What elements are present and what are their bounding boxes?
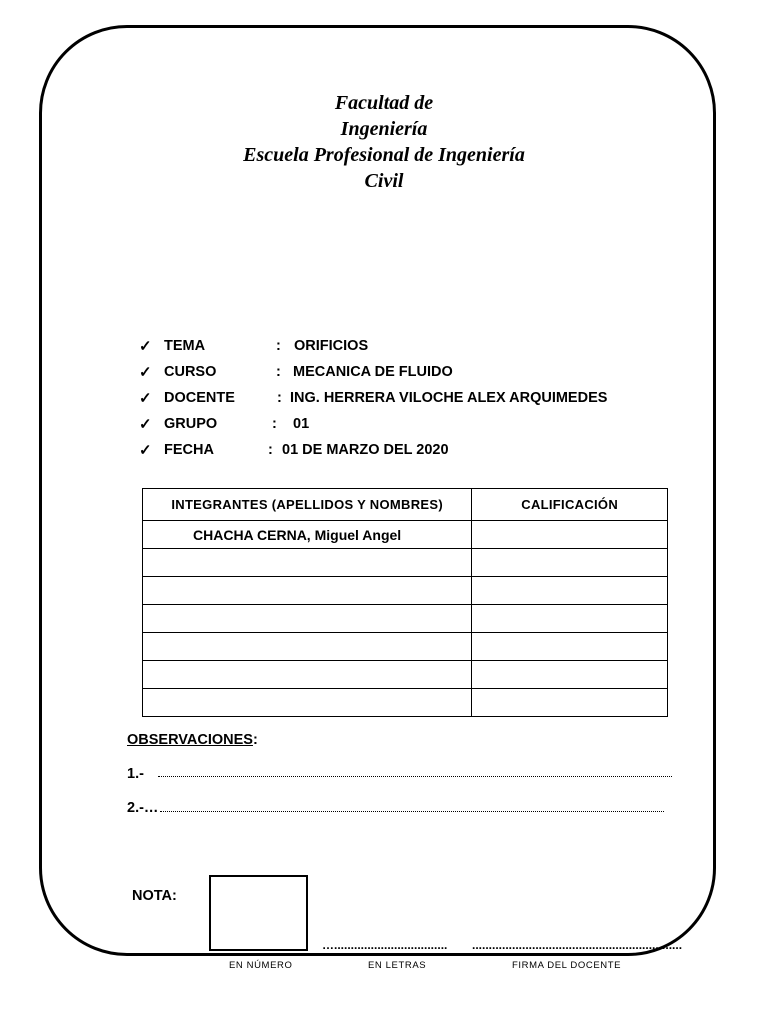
document-header <box>0 90 768 194</box>
info-label-grupo: GRUPO <box>164 416 218 432</box>
table-row <box>143 689 668 717</box>
info-value-curso: MECANICA DE FLUIDO <box>293 364 453 380</box>
observation-item-2-line <box>160 811 664 812</box>
table-cell-member <box>143 605 472 633</box>
table-cell-member <box>143 661 472 689</box>
nota-label: NOTA: <box>132 888 177 904</box>
table-cell-grade <box>472 605 668 633</box>
table-cell-grade <box>472 577 668 605</box>
table-cell-member <box>143 633 472 661</box>
info-separator: : <box>276 338 281 354</box>
table-header-members: INTEGRANTES (APELLIDOS Y NOMBRES) <box>143 489 472 521</box>
label-en-numero: EN NÚMERO <box>229 960 293 971</box>
signature-line-teacher: ............................................................... <box>472 938 683 952</box>
table-row <box>143 549 668 577</box>
info-label-tema: TEMA <box>164 338 206 354</box>
table-row <box>143 633 668 661</box>
check-icon: ✓ <box>139 338 152 355</box>
info-value-grupo: 01 <box>293 416 310 432</box>
check-icon: ✓ <box>139 390 152 407</box>
info-label-curso: CURSO <box>164 364 217 380</box>
info-separator: : <box>272 416 277 432</box>
info-separator: : <box>268 442 273 458</box>
info-separator: : <box>276 364 281 380</box>
observation-item-1-label: 1.- <box>127 766 144 782</box>
table-cell-grade <box>472 549 668 577</box>
members-table <box>142 488 668 717</box>
check-icon: ✓ <box>139 442 152 459</box>
label-en-letras: EN LETRAS <box>368 960 427 971</box>
table-row <box>143 605 668 633</box>
observations-title-colon: : <box>252 732 258 748</box>
info-separator: : <box>277 390 282 406</box>
info-label-docente: DOCENTE <box>164 390 235 406</box>
header-line-faculty: Facultad de <box>334 92 434 114</box>
table-cell-grade <box>472 689 668 717</box>
table-header-grade: CALIFICACIÓN <box>472 489 668 521</box>
nota-grade-box <box>209 875 308 951</box>
table-row <box>143 661 668 689</box>
table-row <box>143 577 668 605</box>
observations-title <box>127 732 258 748</box>
info-value-fecha: 01 DE MARZO DEL 2020 <box>282 442 449 458</box>
observations-title-text: OBSERVACIONES <box>127 732 253 748</box>
header-line-school: Escuela Profesional de Ingeniería <box>243 144 525 166</box>
check-icon: ✓ <box>139 364 152 381</box>
observation-item-2-label: 2.-… <box>127 800 159 816</box>
table-header-row <box>143 489 668 521</box>
info-value-docente: ING. HERRERA VILOCHE ALEX ARQUIMEDES <box>290 390 608 406</box>
table-cell-member: CHACHA CERNA, Miguel Angel <box>143 521 472 549</box>
table-cell-member <box>143 577 472 605</box>
table-row <box>143 521 668 549</box>
check-icon: ✓ <box>139 416 152 433</box>
table-cell-member <box>143 689 472 717</box>
signature-line-letters: ….................................. <box>322 938 448 952</box>
table-cell-grade <box>472 633 668 661</box>
table-cell-member <box>143 549 472 577</box>
table-cell-grade <box>472 521 668 549</box>
header-line-civil: Civil <box>364 170 404 192</box>
observation-item-1-line <box>158 776 672 777</box>
info-label-fecha: FECHA <box>164 442 214 458</box>
header-line-engineering: Ingeniería <box>340 118 428 140</box>
info-value-tema: ORIFICIOS <box>294 338 369 354</box>
table-cell-grade <box>472 661 668 689</box>
label-firma-docente: FIRMA DEL DOCENTE <box>512 960 622 971</box>
